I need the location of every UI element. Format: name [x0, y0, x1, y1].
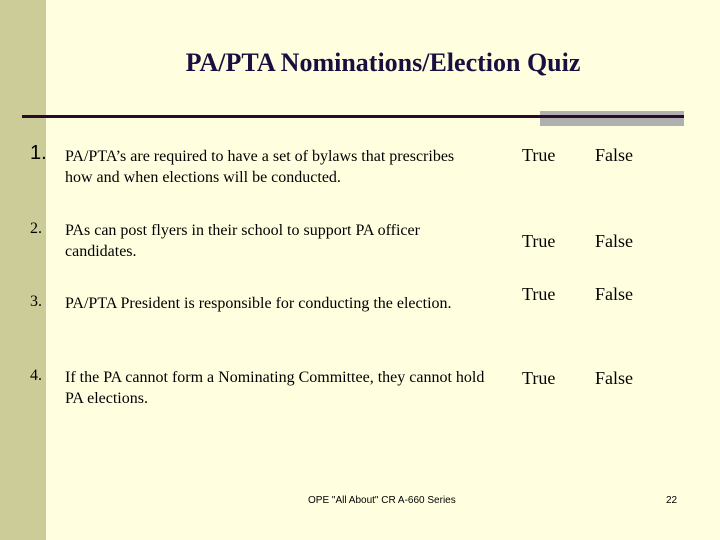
footer-text: OPE "All About" CR A-660 Series [308, 495, 456, 506]
question-number: 3. [30, 293, 42, 310]
question-text: PA/PTA’s are required to have a set of bylaws that prescribes how and when elections will be conducted. [65, 148, 455, 186]
false-option[interactable]: False [595, 368, 633, 388]
false-option[interactable]: False [595, 231, 633, 251]
page-number: 22 [666, 495, 678, 506]
true-option[interactable]: True [522, 284, 556, 304]
question-text: If the PA cannot form a Nominating Committee, they cannot hold PA elections. [65, 369, 485, 407]
false-option[interactable]: False [595, 145, 633, 165]
true-option[interactable]: True [522, 145, 556, 165]
question-number: 1. [30, 142, 47, 164]
false-option[interactable]: False [595, 284, 633, 304]
true-option[interactable]: True [522, 368, 556, 388]
slide-title: PA/PTA Nominations/Election Quiz [185, 48, 581, 77]
sidebar-accent [0, 0, 46, 540]
question-text: PA/PTA President is responsible for conducting the election. [65, 295, 452, 312]
question-number: 4. [30, 367, 42, 384]
question-number: 2. [30, 220, 42, 237]
title-rule [22, 115, 684, 118]
title-rule-accent [540, 111, 684, 126]
question-text: PAs can post flyers in their school to support PA officer candidates. [65, 222, 420, 260]
true-option[interactable]: True [522, 231, 556, 251]
